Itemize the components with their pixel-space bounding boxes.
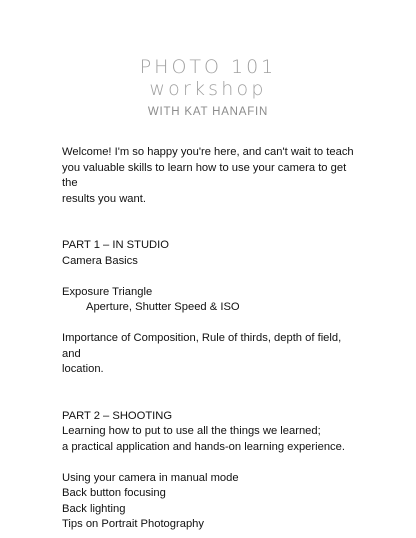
spacer — [62, 455, 362, 471]
part2-item-portrait-tips: Tips on Portrait Photography — [62, 518, 204, 530]
spacer — [62, 269, 362, 285]
part1-item-composition-line-2: location. — [62, 363, 104, 375]
spacer — [62, 316, 362, 332]
part2-desc-line-2: a practical application and hands-on learning experience. — [62, 440, 345, 453]
document-header — [0, 56, 416, 120]
subtitle-instructor: WITH KAT HANAFIN — [147, 106, 269, 118]
part2-heading: PART 2 – SHOOTING — [62, 409, 173, 422]
part1-item-exposure-triangle: Exposure Triangle — [62, 285, 153, 298]
part1-item-exposure-sub: Aperture, Shutter Speed & ISO — [86, 301, 240, 313]
spacer — [62, 207, 362, 238]
part2-item-manual-mode: Using your camera in manual mode — [62, 471, 239, 484]
title-workshop: workshop — [149, 78, 267, 100]
spacer — [62, 378, 362, 409]
intro-line-2: you valuable skills to learn how to use your camera to get the — [62, 161, 347, 189]
intro-line-3: results you want. — [62, 192, 146, 205]
part2-item-back-button-focusing: Back button focusing — [62, 487, 166, 499]
intro-line-1: Welcome! I'm so happy you're here, and can't wait to teach — [62, 146, 354, 158]
part1-item-camera-basics: Camera Basics — [62, 254, 138, 267]
part2-desc-line-1: Learning how to put to use all the things we learned; — [62, 425, 321, 437]
part2-item-back-lighting: Back lighting — [62, 502, 126, 515]
part1-heading: PART 1 – IN STUDIO — [62, 239, 169, 251]
part1-item-composition-line-1: Importance of Composition, Rule of thirds, depth of field, and — [62, 332, 342, 360]
title-photo-101: PHOTO 101 — [139, 56, 277, 78]
document-body — [62, 145, 362, 533]
